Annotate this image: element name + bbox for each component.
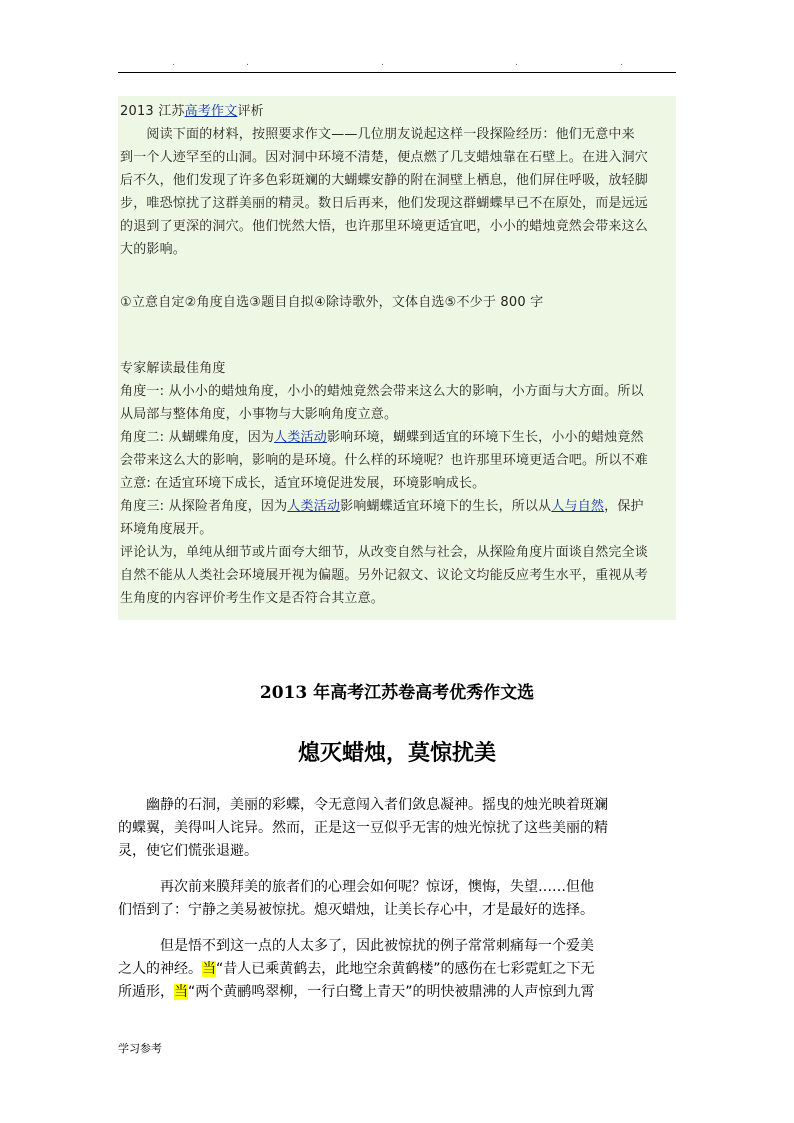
intro-line: 的退到了更深的洞穴。他们恍然大悟，也许那里环境更适宜吧，小小的蜡烛竟然会带来这么 bbox=[120, 219, 649, 234]
header-rule bbox=[118, 72, 676, 73]
angle2-line: 会带来这么大的影响，影响的是环境。什么样的环境呢？也许那里环境更适合吧。所以不难 bbox=[120, 453, 649, 468]
angle3-line: 角度三: 从探险者角度，因为人类活动影响蝴蝶适宜环境下的生长，所以从人与自然，保护 bbox=[120, 499, 644, 514]
header-dot: . bbox=[620, 58, 623, 68]
intro-line: 阅读下面的材料，按照要求作文——几位朋友说起这样一段探险经历：他们无意中来 bbox=[120, 127, 635, 142]
commentary-title: 2013 江苏高考作文评析 bbox=[120, 104, 264, 119]
intro-line: 大的影响。 bbox=[120, 242, 187, 257]
essay-line: 之人的神经。当“昔人已乘黄鹤去，此地空余黄鹤楼”的感伤在七彩霓虹之下无 bbox=[118, 961, 595, 977]
page-footer: 学习参考 bbox=[118, 1042, 162, 1055]
section-heading: 2013 年高考江苏卷高考优秀作文选 bbox=[259, 683, 535, 703]
header-dot: . bbox=[515, 58, 518, 68]
comment-line: 评论认为，单纯从细节或片面夸大细节，从改变自然与社会，从探险角度片面谈自然完全谈 bbox=[120, 545, 649, 560]
angle2-line: 角度二: 从蝴蝶角度，因为人类活动影响环境，蝴蝶到适宜的环境下生长，小小的蜡烛竟然 bbox=[120, 430, 644, 445]
essay-line: 再次前来膜拜美的旅者们的心理会如何呢？惊讶，懊悔，失望……但他 bbox=[118, 879, 594, 895]
essay-line: 的蝶翼，美得叫人诧异。然而，正是这一豆似乎无害的烛光惊扰了这些美丽的精 bbox=[118, 820, 608, 836]
intro-line: 到一个人迹罕至的山洞。因对洞中环境不清楚，便点燃了几支蜡烛靠在石壁上。在进入洞穴 bbox=[120, 150, 649, 165]
expert-title: 专家解读最佳角度 bbox=[120, 361, 226, 376]
header-dot: . bbox=[172, 58, 175, 68]
angle2-line: 立意: 在适宜环境下成长，适宜环境促进发展，环境影响成长。 bbox=[120, 476, 486, 491]
essay-line: 灵，使它们慌张退避。 bbox=[118, 843, 258, 859]
header-dot: . bbox=[246, 58, 249, 68]
essay-line: 们悟到了：宁静之美易被惊扰。熄灭蜡烛，让美长存心中，才是最好的选择。 bbox=[118, 902, 594, 918]
angle3-line: 环境角度展开。 bbox=[120, 522, 213, 537]
comment-line: 自然不能从人类社会环境展开视为偏题。另外记叙文、议论文均能反应考生水平，重视从考 bbox=[120, 568, 649, 583]
comment-line: 生角度的内容评价考生作文是否符合其立意。 bbox=[120, 591, 385, 606]
human-activity-link[interactable]: 人类活动 bbox=[287, 499, 341, 514]
header-dot: . bbox=[381, 58, 384, 68]
intro-line: 后不久，他们发现了许多色彩斑斓的大蝴蝶安静的附在洞壁上栖息，他们屏住呼吸，放轻脚 bbox=[120, 173, 649, 188]
human-nature-link[interactable]: 人与自然 bbox=[551, 499, 605, 514]
human-activity-link[interactable]: 人类活动 bbox=[274, 430, 327, 445]
essay-line: 所遁形，当“两个黄鹂鸣翠柳，一行白鹭上青天”的明快被鼎沸的人声惊到九霄 bbox=[118, 984, 595, 1000]
highlighted-word: 当 bbox=[202, 961, 216, 977]
intro-line: 步，唯恐惊扰了这群美丽的精灵。数日后再来，他们发现这群蝴蝶早已不在原处，而是远远 bbox=[120, 196, 649, 211]
angle1-line: 角度一: 从小小的蜡烛角度，小小的蜡烛竟然会带来这么大的影响，小方面与大方面。所以 bbox=[120, 384, 644, 399]
angle1-line: 从局部与整体角度，小事物与大影响角度立意。 bbox=[120, 407, 398, 422]
essay-line: 但是悟不到这一点的人太多了，因此被惊扰的例子常常刺痛每一个爱美 bbox=[118, 938, 594, 954]
essay-title: 熄灭蜡烛，莫惊扰美 bbox=[297, 740, 496, 766]
essay-line: 幽静的石洞，美丽的彩蝶，令无意闯入者们敛息凝神。摇曳的烛光映着斑斓 bbox=[118, 797, 608, 813]
gaokao-zuowen-link[interactable]: 高考作文 bbox=[184, 104, 238, 119]
highlighted-word: 当 bbox=[174, 984, 188, 1000]
requirements: ①立意自定②角度自选③题目自拟④除诗歌外，文体自选⑤不少于 800 字 bbox=[120, 295, 544, 310]
